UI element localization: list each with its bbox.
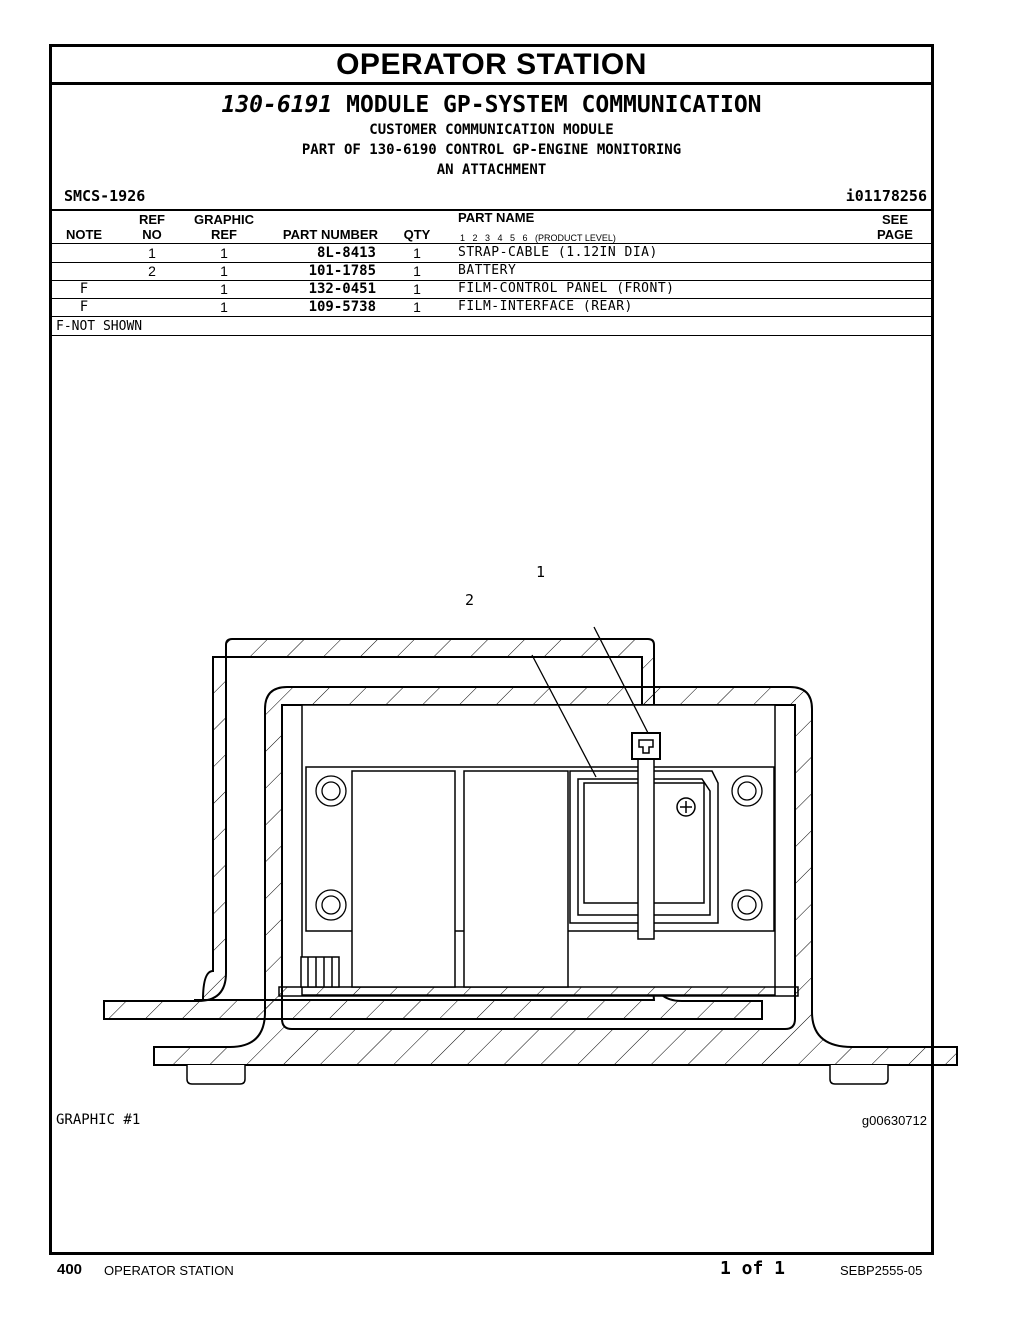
cell-part-name: STRAP-CABLE (1.12IN DIA) <box>458 245 658 260</box>
document-id: i01178256 <box>845 187 927 205</box>
module-middle <box>464 771 568 987</box>
callout-1: 1 <box>536 563 546 581</box>
connector <box>301 957 339 987</box>
base-plate <box>279 987 798 996</box>
footnote-divider <box>52 335 931 336</box>
col-ref-header: REF <box>139 212 165 227</box>
col-part-name-header: PART NAME <box>458 210 535 225</box>
module-subtitle: AN ATTACHMENT <box>436 162 547 178</box>
table-row <box>52 262 931 281</box>
col-note-header: NOTE <box>65 227 103 242</box>
cell-note: F <box>79 299 89 315</box>
cell-part-name: BATTERY <box>458 263 517 278</box>
module-drawing <box>102 547 962 1107</box>
page-of: 1 of 1 <box>720 1258 786 1279</box>
cell-graphic-ref: 1 <box>220 299 228 315</box>
module-title <box>52 91 931 119</box>
col-part-number-header: PART NUMBER <box>282 227 378 242</box>
cell-qty: 1 <box>413 299 421 315</box>
footer-section: OPERATOR STATION <box>104 1263 234 1278</box>
col-see-page-header: PAGE <box>877 227 913 242</box>
callout-2: 2 <box>465 591 475 609</box>
cell-part-name: FILM-INTERFACE (REAR) <box>458 299 633 314</box>
module-name: MODULE GP-SYSTEM COMMUNICATION <box>346 92 762 118</box>
cell-part-number: 101-1785 <box>308 263 376 279</box>
cell-part-name: FILM-CONTROL PANEL (FRONT) <box>458 281 675 296</box>
table-row <box>52 244 931 263</box>
table-row <box>52 298 931 317</box>
module-part-number: 130-6191 <box>221 92 333 118</box>
graphic-label: GRAPHIC #1 <box>56 1112 141 1128</box>
module-subtitle: CUSTOMER COMMUNICATION MODULE <box>369 122 614 138</box>
cell-qty: 1 <box>413 245 421 261</box>
cell-part-number: 109-5738 <box>308 299 376 315</box>
cell-qty: 1 <box>413 281 421 297</box>
cell-graphic-ref: 1 <box>220 263 228 279</box>
cable-strap <box>638 757 654 939</box>
smcs-code: SMCS-1926 <box>64 187 146 205</box>
graphic-id: g00630712 <box>861 1113 927 1128</box>
cell-ref-no: 1 <box>148 245 156 261</box>
cell-graphic-ref: 1 <box>220 245 228 261</box>
col-see-page-header: SEE <box>881 212 908 227</box>
cell-ref-no: 2 <box>148 263 156 279</box>
cell-note: F <box>79 281 89 297</box>
col-graphic-header: GRAPHIC <box>194 212 254 227</box>
col-ref-header: NO <box>142 227 162 242</box>
section-title: OPERATOR STATION <box>52 47 931 85</box>
col-qty-header: QTY <box>403 227 431 242</box>
page-number: 400 <box>57 1261 83 1278</box>
cell-qty: 1 <box>413 263 421 279</box>
foot-right <box>830 1065 888 1084</box>
page-frame <box>49 44 934 1255</box>
foot-left <box>187 1065 245 1084</box>
strap-head <box>632 733 660 759</box>
cell-graphic-ref: 1 <box>220 281 228 297</box>
table-row <box>52 280 931 299</box>
product-level-header: 1 2 3 4 5 6 (PRODUCT LEVEL) <box>460 233 616 243</box>
module-subtitle: PART OF 130-6190 CONTROL GP-ENGINE MONITORING <box>301 142 682 158</box>
cell-part-number: 8L-8413 <box>316 245 376 261</box>
document-number: SEBP2555-05 <box>840 1263 923 1278</box>
cell-part-number: 132-0451 <box>308 281 376 297</box>
module-left <box>352 771 455 987</box>
col-graphic-header: REF <box>211 227 237 242</box>
footnote: F-NOT SHOWN <box>56 319 143 334</box>
